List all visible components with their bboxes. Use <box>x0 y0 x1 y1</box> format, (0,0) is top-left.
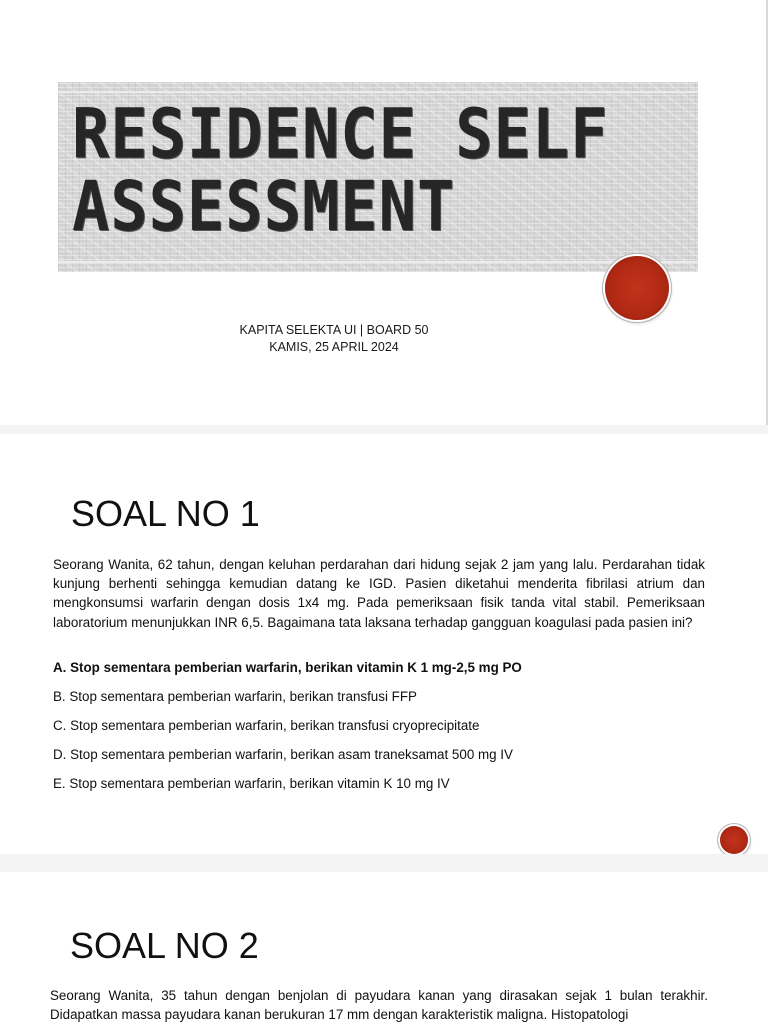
question-text: Seorang Wanita, 35 tahun dengan benjolan di payudara kanan yang dirasakan sejak 1 bulan terakhir. Didapatkan massa payudara kanan berukuran 17 mm dengan karakteristik maligna. Histopatologi <box>50 988 708 1023</box>
question-slide-1 <box>0 434 766 854</box>
question-text: Seorang Wanita, 62 tahun, dengan keluhan perdarahan dari hidung sejak 2 jam yang lalu. Perdarahan tidak kunjung berhenti sehingga kemudian datang ke IGD. Pasien diketahui menderita fibrilasi atrium dan mengkonsumsi warfarin dengan dosis 1x4 mg. Pada pemeriksaan fisik tanda vital stabil. Pemeriksaan laboratorium menunjukkan INR 6,5. Bagaimana tata laksana terhadap gangguan koagulasi pada pasien ini? <box>53 557 705 630</box>
option-d: D. Stop sementara pemberian warfarin, berikan asam traneksamat 500 mg IV <box>53 747 513 762</box>
question-heading: SOAL NO 2 <box>70 925 259 966</box>
subtitle <box>0 322 668 356</box>
subtitle-line-1: KAPITA SELEKTA UI | BOARD 50 <box>239 323 429 337</box>
answer-options <box>53 658 522 803</box>
red-circle-small-decoration <box>720 826 748 854</box>
subtitle-line-2: KAMIS, 25 APRIL 2024 <box>269 340 399 354</box>
question-heading: SOAL NO 1 <box>71 493 260 534</box>
option-e: E. Stop sementara pemberian warfarin, berikan vitamin K 10 mg IV <box>53 776 450 791</box>
option-c: C. Stop sementara pemberian warfarin, berikan transfusi cryoprecipitate <box>53 718 480 733</box>
title-slide <box>0 0 768 425</box>
slide-gap <box>0 425 768 434</box>
title-line-2: ASSESSMENT <box>72 166 456 247</box>
red-circle-decoration <box>605 256 669 320</box>
option-b: B. Stop sementara pemberian warfarin, berikan transfusi FFP <box>53 689 417 704</box>
question-slide-2 <box>0 872 766 1024</box>
slide-gap <box>0 854 768 872</box>
option-a-correct: A. Stop sementara pemberian warfarin, berikan vitamin K 1 mg-2,5 mg PO <box>53 660 522 675</box>
title-band-bottom-line <box>58 261 698 263</box>
title-line-1: RESIDENCE SELF <box>72 93 609 174</box>
presentation-title <box>72 93 609 247</box>
title-band <box>58 82 698 272</box>
